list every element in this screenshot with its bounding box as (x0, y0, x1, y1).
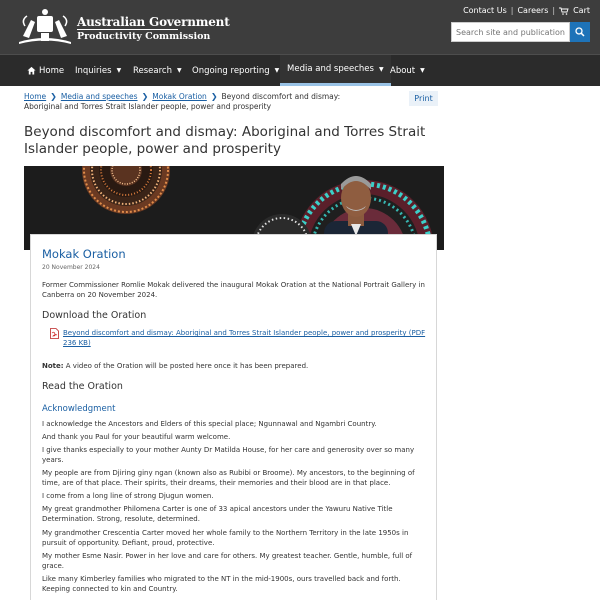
oration-paragraph: I acknowledge the Ancestors and Elders of this special place; Ngunnawal and Ngambri Country. (42, 420, 377, 428)
oration-card (30, 234, 437, 600)
gov-title: Australian Government (77, 15, 230, 29)
nav-label: Home (39, 65, 65, 76)
nav-research[interactable] (126, 55, 189, 86)
separator: | (552, 6, 556, 15)
oration-paragraph: And thank you Paul for your beautiful warm welcome. (42, 433, 231, 441)
caret-down-icon: ▼ (274, 67, 280, 74)
read-heading: Read the Oration (42, 381, 123, 392)
pdf-download-row (50, 328, 430, 348)
nav-label: Research (133, 65, 172, 76)
caret-down-icon: ▼ (378, 65, 384, 73)
nav-label: Inquiries (75, 65, 112, 76)
caret-down-icon: ▼ (420, 67, 425, 74)
page-title: Beyond discomfort and dismay: Aboriginal and Torres Strait Islander people, power and prosperity (24, 124, 426, 157)
breadcrumb-mokak-oration[interactable]: Mokak Oration (152, 92, 207, 101)
main-nav (0, 54, 600, 86)
download-heading: Download the Oration (42, 310, 147, 321)
publish-date: 20 November 2024 (42, 264, 100, 271)
search-button[interactable] (570, 22, 590, 42)
pdf-icon (50, 328, 59, 339)
acknowledgment-heading: Acknowledgment (42, 404, 116, 414)
oration-paragraph: I come from a long line of strong Djugun women. (42, 492, 214, 500)
intro-text: Former Commissioner Romlie Mokak delivered the inaugural Mokak Oration at the National Portrait Gallery in Canberra on 20 November 2024. (42, 281, 425, 299)
search-icon (575, 27, 585, 37)
oration-paragraph: My great grandmother Philomena Carter is one of 33 apical ancestors under the Yawuru Native Title Determination. Strong, resolute, determined. (42, 505, 393, 523)
careers-link[interactable]: Careers (517, 6, 549, 15)
cart-icon[interactable] (559, 7, 569, 15)
nav-home[interactable] (20, 55, 71, 86)
caret-down-icon: ▼ (177, 67, 182, 74)
print-button[interactable]: Print (409, 91, 438, 106)
nav-label: Media and speeches (287, 64, 374, 74)
chevron-right-icon: ❯ (50, 92, 57, 101)
card-title: Mokak Oration (42, 247, 126, 261)
nav-label: About (390, 65, 416, 76)
search-input[interactable] (451, 22, 570, 42)
nav-ongoing-reporting[interactable] (185, 55, 286, 86)
oration-paragraph: I give thanks especially to your mother Aunty Dr Matilda House, for her care and generosity over so many years. (42, 446, 415, 464)
oration-paragraph: My people are from Djiring giny ngan (known also as Rubibi or Broome). My ancestors, to the beginning of time, are of that place. Their spirits, their dreams, their memories and their blood are in that place. (42, 469, 415, 487)
pdf-download-link[interactable]: Beyond discomfort and dismay: Aboriginal and Torres Strait Islander people, power and prosperity (PDF 236 KB) (63, 329, 426, 347)
home-icon (27, 66, 36, 75)
note-label: Note: (42, 362, 64, 370)
contact-us-link[interactable]: Contact Us (463, 6, 507, 15)
separator: | (510, 6, 514, 15)
chevron-right-icon: ❯ (141, 92, 149, 101)
coat-of-arms-logo[interactable] (17, 6, 73, 48)
oration-paragraph: My grandmother Crescentia Carter moved her whole family to the Northern Territory in the late 1950s in pursuit of opportunity. Defiant, proud, protective. (42, 529, 409, 547)
breadcrumb (24, 92, 344, 112)
oration-paragraph: My mother Esme Nasir. Power in her love and care for others. My greatest teacher. Gentle, humble, full of grace. (42, 552, 413, 570)
breadcrumb-media[interactable]: Media and speeches (60, 92, 138, 101)
nav-about[interactable] (383, 55, 432, 86)
breadcrumb-home[interactable]: Home (24, 92, 47, 101)
breadcrumb-current: Beyond discomfort and dismay: Aboriginal and Torres Strait Islander people, power and prosperity (24, 92, 341, 111)
nav-media-and-speeches[interactable] (280, 55, 391, 86)
agency-name: Productivity Commission (77, 31, 211, 42)
note-text: A video of the Oration will be posted here once it has been prepared. (63, 362, 309, 370)
nav-inquiries[interactable] (68, 55, 128, 86)
caret-down-icon: ▼ (116, 67, 122, 74)
chevron-right-icon: ❯ (210, 92, 218, 101)
utility-links (463, 6, 590, 15)
video-note (42, 362, 308, 370)
site-header (0, 0, 600, 54)
cart-link[interactable]: Cart (573, 6, 590, 15)
nav-label: Ongoing reporting (192, 65, 270, 76)
divider (77, 29, 178, 30)
oration-paragraph: Like many Kimberley families who migrated to the NT in the mid-1900s, ours travelled back and forth. Keeping connected to kin and Country. (42, 575, 401, 593)
